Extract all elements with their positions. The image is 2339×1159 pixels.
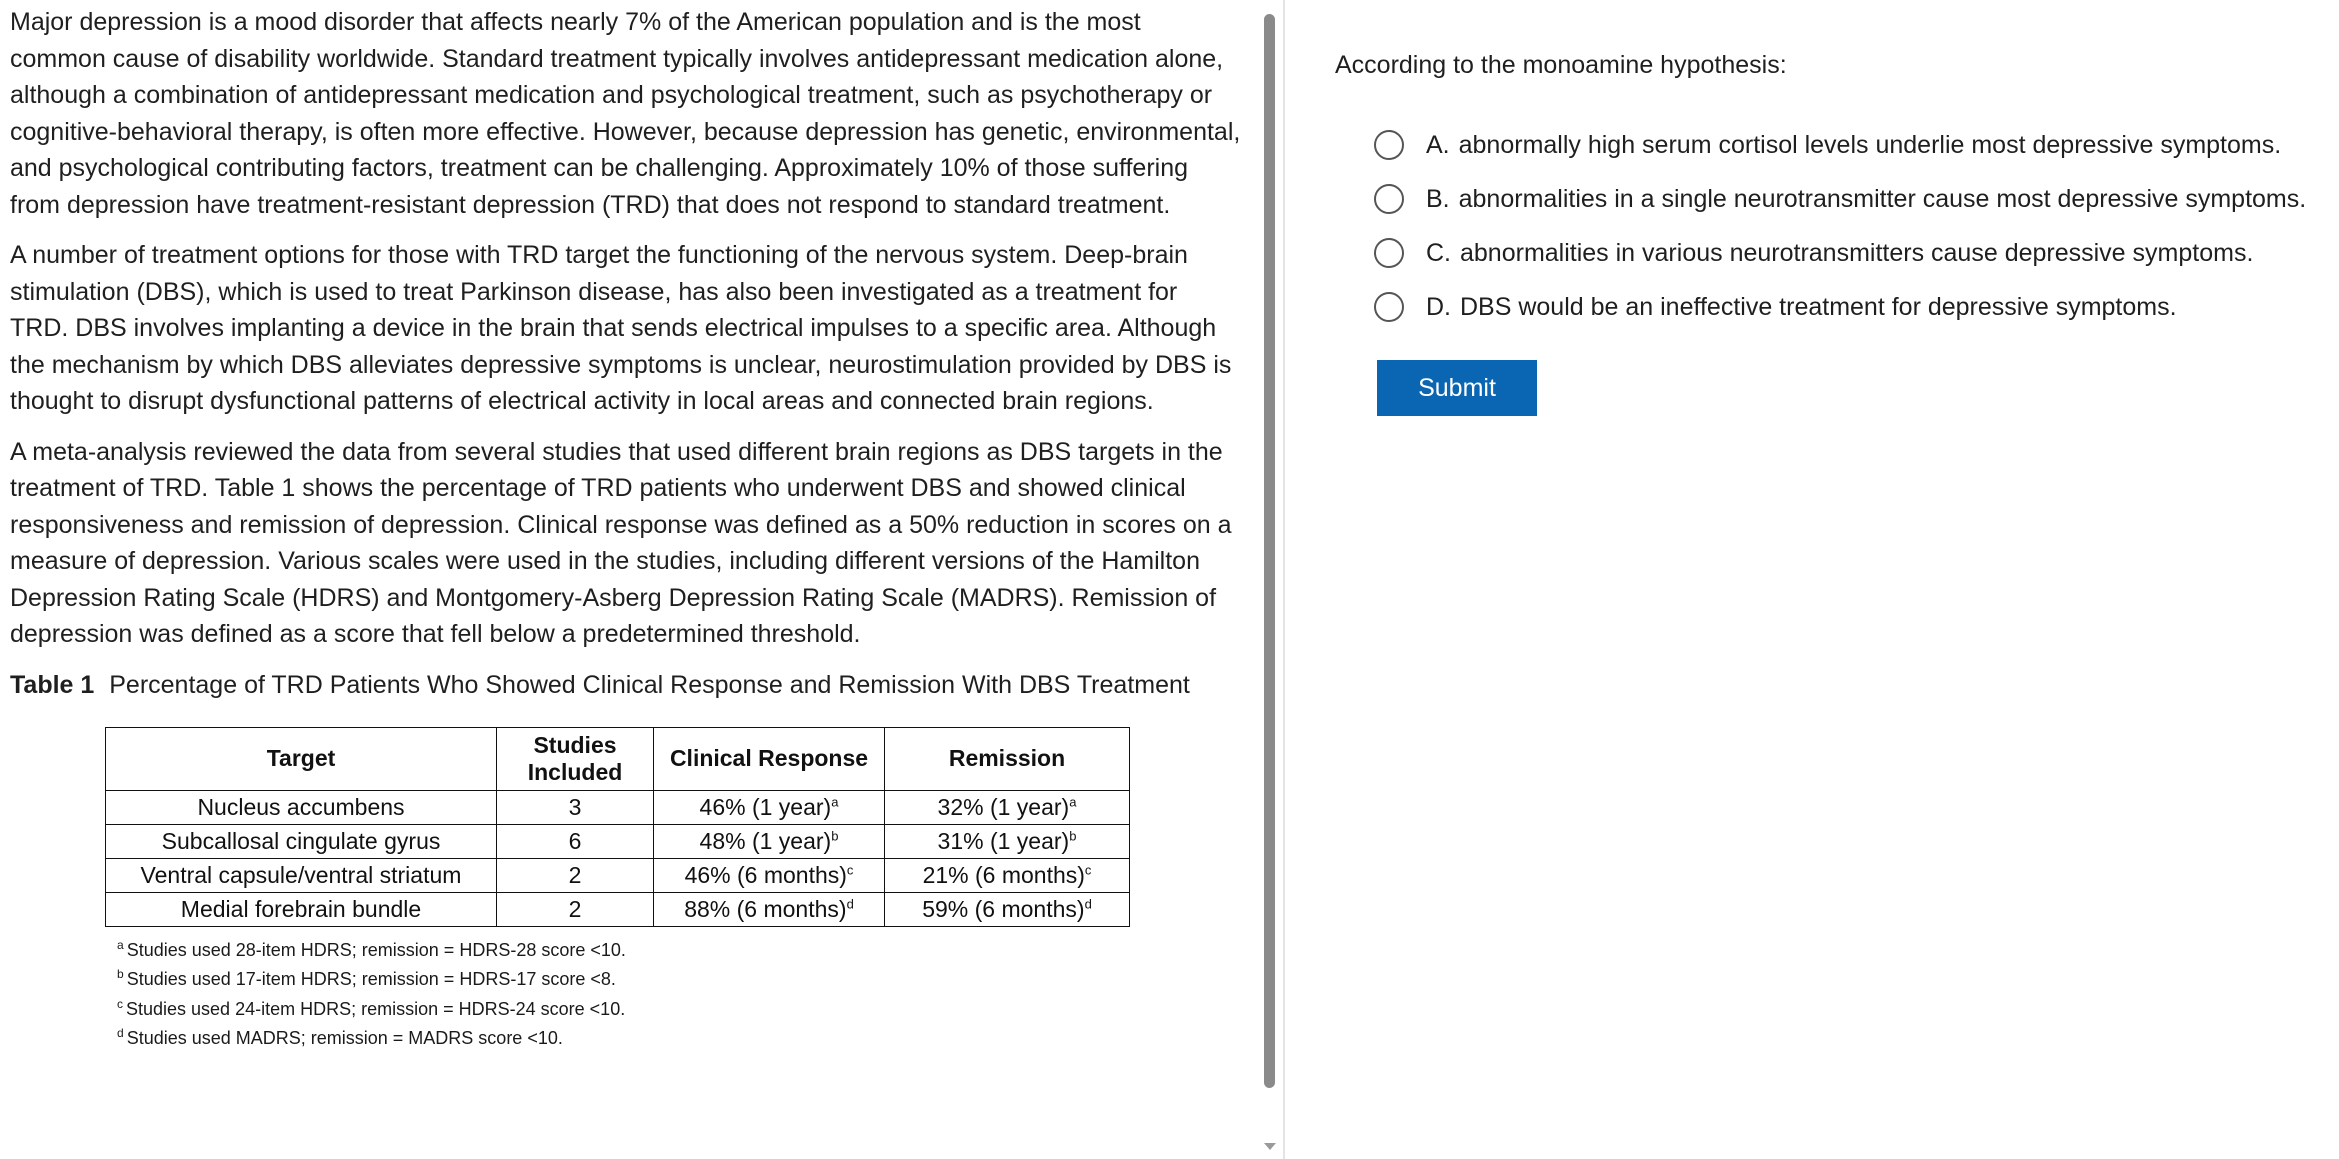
choice-letter: D. [1426,292,1451,321]
table-header-row [106,727,1130,790]
answer-choices [1374,118,2306,334]
passage-paragraph-2: A number of treatment options for those with TRD target the functioning of the nervous system. Deep-brain stimulation (DBS), which is used to treat Parkinson disease, has also been investigated as a treatment for TRD. DBS involves implanting a device in the brain that sends electrical impulses to a specific area. Although the mechanism by which DBS alleviates depressive symptoms is unclear, neurostimulation provided by DBS is thought to disrupt dysfunctional patterns of electrical activity in local areas and connected brain regions. [10,241,1232,415]
table-row [106,824,1130,858]
answer-choice-c[interactable] [1374,226,2306,280]
table-row [106,892,1130,926]
cell-clinical [654,858,885,892]
header-clinical-response: Clinical Response [654,727,885,790]
cell-clinical [654,824,885,858]
passage-paragraph-1: Major depression is a mood disorder that affects nearly 7% of the American population and is the most common cause of disability worldwide. Standard treatment typically involves antidepressant medication alone, although a combination of antidepressant medication and psychological treatment, such as psychotherapy or cognitive-behavioral therapy, is often more effective. However, because depression has genetic, environmental, and psychological contributing factors, treatment can be challenging. Approximately 10% of those suffering from depression have treatment-resistant depression (TRD) that does not respond to standard treatment. [10,8,1241,219]
footnote-mark: a [1069,793,1077,809]
cell-clinical [654,790,885,824]
footnote-mark: b [831,827,839,843]
footnote-marker: b [117,967,124,981]
cell-target: Ventral capsule/ventral striatum [106,858,497,892]
passage-paragraph-3: A meta-analysis reviewed the data from several studies that used different brain regions as DBS targets in the treatment of TRD. Table 1 shows the percentage of TRD patients who underwent DBS and showed clinical responsiveness and remission of depression. Clinical response was defined as a 50% reduction in scores on a measure of depression. Various scales were used in the studies, including different versions of the Hamilton Depression Rating Scale (HDRS) and Montgomery-Asberg Depression Rating Scale (MADRS). Remission of depression was defined as a score that fell below a predetermined threshold. [10,437,1232,648]
footnote-row [117,965,1242,995]
header-target: Target [106,727,497,790]
footnote-text: Studies used 28-item HDRS; remission = HDRS-28 score <10. [126,939,626,960]
cell-remission [885,824,1130,858]
cell-clinical-value: 46% (1 year) [699,793,832,820]
radio-button-icon[interactable] [1374,292,1404,322]
radio-button-icon[interactable] [1374,184,1404,214]
cell-remission [885,858,1130,892]
footnote-marker: a [117,937,124,952]
table-row [106,790,1130,824]
radio-button-icon[interactable] [1374,130,1404,160]
cell-remission-value: 31% (1 year) [937,827,1070,854]
footnote-row [117,1024,1242,1054]
choice-letter: C. [1426,238,1451,267]
footnote-text: Studies used 17-item HDRS; remission = HDRS-17 score <8. [126,969,616,989]
table-caption-label: Table 1 [10,670,95,699]
cell-studies: 2 [497,892,654,926]
footnote-mark: d [1084,895,1092,911]
answer-choice-a[interactable] [1374,118,2306,172]
footnote-row [117,936,1242,966]
passage-scrollbar[interactable] [1262,0,1278,1159]
choice-text: abnormalities in a single neurotransmitter cause most depressive symptoms. [1458,184,2307,213]
cell-remission [885,892,1130,926]
cell-target: Subcallosal cingulate gyrus [106,824,497,858]
passage [10,4,1242,1054]
footnote-marker: c [117,996,123,1011]
footnote-mark: a [831,793,839,809]
footnote-mark: b [1069,827,1077,843]
footnote-text: Studies used 24-item HDRS; remission = HDRS-24 score <10. [126,998,626,1019]
cell-studies: 2 [497,858,654,892]
choice-text: abnormally high serum cortisol levels underlie most depressive symptoms. [1458,130,2282,159]
choice-text: DBS would be an ineffective treatment for depressive symptoms. [1460,292,2177,321]
choice-text: abnormalities in various neurotransmitters cause depressive symptoms. [1460,238,2254,267]
choice-letter: A. [1426,130,1450,159]
scroll-down-arrow-icon[interactable] [1264,1143,1276,1150]
table-caption-text: Percentage of TRD Patients Who Showed Clinical Response and Remission With DBS Treatment [109,670,1190,699]
footnote-row [117,995,1242,1025]
footnote-mark: d [846,895,854,911]
cell-clinical [654,892,885,926]
radio-button-icon[interactable] [1374,238,1404,268]
footnote-mark: c [846,861,854,877]
footnote-marker: d [117,1026,124,1040]
cell-studies: 3 [497,790,654,824]
cell-clinical-value: 46% (6 months) [684,861,847,888]
cell-clinical-value: 48% (1 year) [699,827,832,854]
cell-remission-value: 32% (1 year) [937,793,1070,820]
question-pane [1285,0,2339,1159]
footnote-mark: c [1084,861,1092,877]
cell-remission [885,790,1130,824]
scrollbar-thumb[interactable] [1264,14,1275,1088]
table-row [106,858,1130,892]
choice-letter: B. [1426,184,1450,213]
header-remission: Remission [885,727,1130,790]
dbs-results-table [105,727,1130,927]
cell-studies: 6 [497,824,654,858]
cell-target: Nucleus accumbens [106,790,497,824]
answer-choice-d[interactable] [1374,280,2306,334]
submit-button[interactable]: Submit [1377,360,1537,416]
cell-clinical-value: 88% (6 months) [684,895,847,922]
cell-remission-value: 21% (6 months) [922,861,1085,888]
table-caption [10,667,1242,703]
header-studies-included: Studies Included [497,727,654,790]
table-footnotes [117,936,1242,1054]
answer-choice-b[interactable] [1374,172,2306,226]
cell-remission-value: 59% (6 months) [922,895,1085,922]
footnote-text: Studies used MADRS; remission = MADRS score <10. [126,1028,563,1048]
cell-target: Medial forebrain bundle [106,892,497,926]
question-stem: According to the monoamine hypothesis: [1335,51,1787,79]
